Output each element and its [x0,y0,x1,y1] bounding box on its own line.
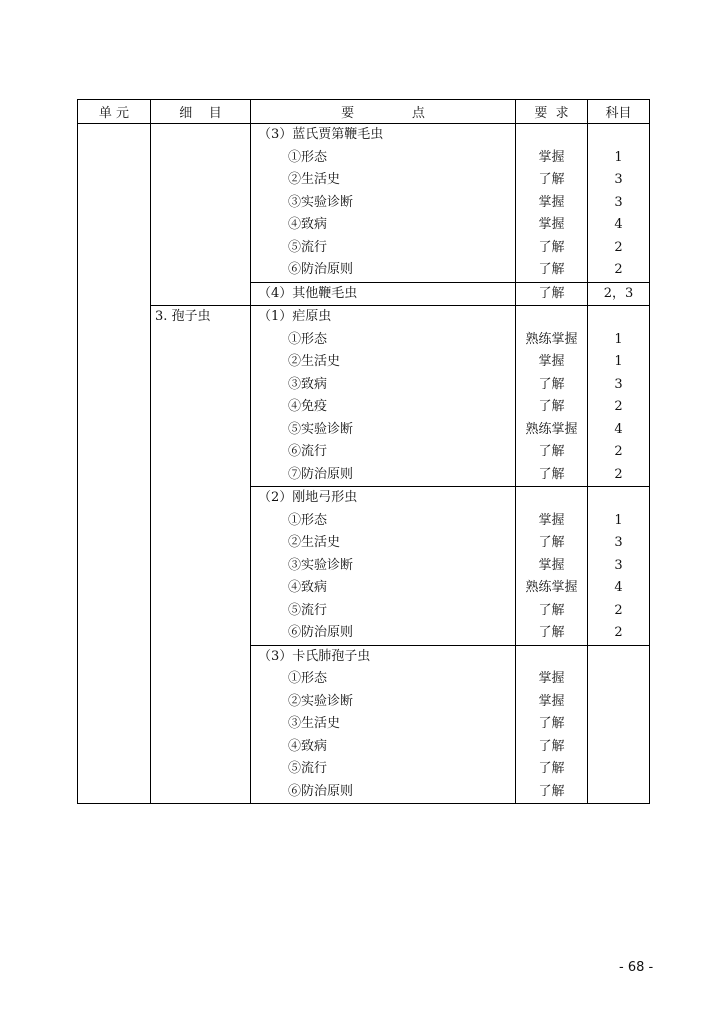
requirement-cell: 了解 [516,374,588,397]
header-points: 要 点 [251,100,516,124]
header-row [78,100,650,124]
detail-cell [151,124,251,306]
requirement-cell: 熟练掌握 [516,577,588,600]
group-requirement [516,124,588,147]
detail-cell: 3. 孢子虫 [151,306,251,804]
requirement-cell: 熟练掌握 [516,329,588,352]
requirement-cell: 了解 [516,622,588,645]
requirement-cell: 了解 [516,464,588,487]
subject-cell: 4 [588,419,650,442]
requirement-cell: 掌握 [516,668,588,691]
subject-cell: 2 [588,600,650,623]
point-cell: ③致病 [251,374,516,397]
point-cell: ④致病 [251,577,516,600]
page-number: - 68 - [619,960,654,975]
subject-cell: 1 [588,510,650,533]
requirement-cell: 了解 [516,441,588,464]
subject-cell [588,736,650,759]
subject-cell: 3 [588,532,650,555]
subject-cell: 4 [588,577,650,600]
requirement-cell: 掌握 [516,351,588,374]
point-cell: ⑤流行 [251,758,516,781]
point-cell: ⑤流行 [251,600,516,623]
point-cell: ⑦防治原则 [251,464,516,487]
subject-cell [588,713,650,736]
subject-cell [588,781,650,804]
subject-cell [588,668,650,691]
group-title: （3）蓝氏贾第鞭毛虫 [251,124,516,147]
requirement-cell: 了解 [516,736,588,759]
requirement-cell: 掌握 [516,555,588,578]
point-cell: ⑥防治原则 [251,781,516,804]
group-requirement [516,487,588,510]
requirement-cell: 掌握 [516,214,588,237]
subject-cell: 1 [588,351,650,374]
point-cell: ⑤流行 [251,237,516,260]
point-cell: ②实验诊断 [251,691,516,714]
group-requirement: 了解 [516,282,588,306]
group-title: （3）卡氏肺孢子虫 [251,645,516,668]
requirement-cell: 了解 [516,600,588,623]
requirement-cell: 了解 [516,169,588,192]
point-cell: ④免疫 [251,396,516,419]
requirement-cell: 了解 [516,532,588,555]
subject-cell [588,691,650,714]
requirement-cell: 熟练掌握 [516,419,588,442]
group-title-row [78,124,650,147]
requirement-cell: 了解 [516,713,588,736]
subject-cell: 1 [588,329,650,352]
group-title-row [78,306,650,329]
subject-cell: 3 [588,555,650,578]
point-cell: ③实验诊断 [251,192,516,215]
subject-cell: 2 [588,464,650,487]
group-title: （1）疟原虫 [251,306,516,329]
header-requirement: 要 求 [516,100,588,124]
subject-cell: 4 [588,214,650,237]
header-subject: 科目 [588,100,650,124]
point-cell: ③实验诊断 [251,555,516,578]
group-subject [588,487,650,510]
point-cell: ④致病 [251,736,516,759]
group-title: （2）刚地弓形虫 [251,487,516,510]
subject-cell: 2 [588,441,650,464]
subject-cell: 2 [588,396,650,419]
point-cell: ⑥防治原则 [251,259,516,282]
group-subject [588,306,650,329]
group-subject [588,645,650,668]
requirement-cell: 掌握 [516,147,588,170]
requirement-cell: 了解 [516,781,588,804]
point-cell: ④致病 [251,214,516,237]
requirement-cell: 掌握 [516,192,588,215]
point-cell: ②生活史 [251,532,516,555]
point-cell: ①形态 [251,668,516,691]
requirement-cell: 了解 [516,758,588,781]
requirement-cell: 掌握 [516,510,588,533]
subject-cell: 2 [588,237,650,260]
group-requirement [516,306,588,329]
group-subject [588,124,650,147]
syllabus-table [77,99,650,804]
point-cell: ⑥流行 [251,441,516,464]
subject-cell [588,758,650,781]
point-cell: ⑥防治原则 [251,622,516,645]
requirement-cell: 了解 [516,396,588,419]
point-cell: ①形态 [251,147,516,170]
point-cell: ⑤实验诊断 [251,419,516,442]
point-cell: ①形态 [251,329,516,352]
subject-cell: 2 [588,622,650,645]
point-cell: ③生活史 [251,713,516,736]
subject-cell: 3 [588,169,650,192]
group-subject: 2，3 [588,282,650,306]
subject-cell: 1 [588,147,650,170]
subject-cell: 3 [588,374,650,397]
point-cell: ①形态 [251,510,516,533]
requirement-cell: 掌握 [516,691,588,714]
unit-cell [78,124,151,804]
subject-cell: 3 [588,192,650,215]
header-unit: 单 元 [78,100,151,124]
header-detail: 细 目 [151,100,251,124]
requirement-cell: 了解 [516,259,588,282]
subject-cell: 2 [588,259,650,282]
table-body [78,124,650,804]
group-title: （4）其他鞭毛虫 [251,282,516,306]
requirement-cell: 了解 [516,237,588,260]
point-cell: ②生活史 [251,351,516,374]
group-requirement [516,645,588,668]
point-cell: ②生活史 [251,169,516,192]
